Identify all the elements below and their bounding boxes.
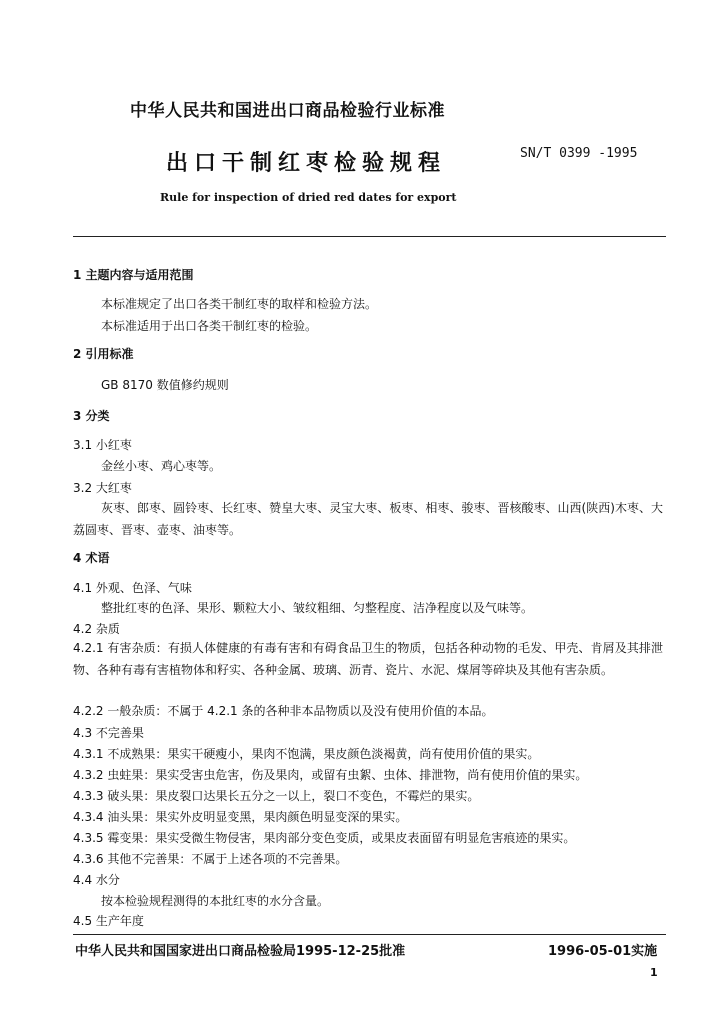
section-4-1-text: 整批红枣的色泽、果形、颗粒大小、皱纹粗细、匀整程度、洁净程度以及气味等。	[101, 601, 534, 615]
page-number: 1	[650, 966, 658, 979]
document-title: 出口干制红枣检验规程	[166, 151, 447, 176]
section-4-2-1: 4.2.1 有害杂质：有损人体健康的有毒有害和有碍食品卫生的物质，包括各种动物的毛发、甲壳、肯屑及其排泄物、各种有毒有害植物体和籽实、各种金属、玻璃、沥青、瓷片、水泥、煤屑等碎块及其他有害杂质。	[73, 641, 663, 677]
section-1-para-1: 本标准规定了出口各类干制红枣的取样和检验方法。	[101, 297, 378, 311]
section-4-3-label: 4.3 不完善果	[73, 726, 144, 740]
section-4-1-label: 4.1 外观、色泽、气味	[73, 581, 192, 595]
section-4-4-label: 4.4 水分	[73, 873, 120, 887]
industry-standard-heading: 中华人民共和国进出口商品检验行业标准	[130, 101, 445, 121]
section-4-3-4: 4.3.4 油头果：果实外皮明显变黑，果肉颜色明显变深的果实。	[73, 810, 408, 824]
section-3-1-label: 3.1 小红枣	[73, 438, 132, 452]
section-1-para-2: 本标准适用于出口各类干制红枣的检验。	[101, 319, 318, 333]
section-3-1-text: 金丝小枣、鸡心枣等。	[101, 459, 222, 473]
approval-line: 中华人民共和国国家进出口商品检验局1995-12-25批准	[75, 944, 406, 959]
section-2-para-1: GB 8170 数值修约规则	[101, 378, 229, 392]
section-4-2-label: 4.2 杂质	[73, 622, 120, 636]
section-3-2-text: 灰枣、郎枣、圆铃枣、长红枣、赞皇大枣、灵宝大枣、板枣、相枣、骏枣、晋核酸枣、山西(陕西)木枣、大荔圆枣、晋枣、壶枣、油枣等。	[73, 501, 663, 537]
section-1-heading: 1 主题内容与适用范围	[73, 268, 194, 282]
header-divider	[73, 236, 666, 237]
section-3-heading: 3 分类	[73, 409, 110, 423]
effective-date: 1996-05-01实施	[548, 944, 658, 959]
document-number: SN/T 0399 -1995	[520, 146, 638, 161]
section-4-3-3: 4.3.3 破头果：果皮裂口达果长五分之一以上，裂口不变色，不霉烂的果实。	[73, 789, 480, 803]
section-4-3-1: 4.3.1 不成熟果：果实干硬瘦小，果肉不饱满，果皮颜色淡褐黄，尚有使用价值的果实。	[73, 747, 540, 761]
section-4-3-5: 4.3.5 霉变果：果实受微生物侵害，果肉部分变色变质，或果皮表面留有明显危害痕迹的果实。	[73, 831, 576, 845]
section-4-4-text: 按本检验规程测得的本批红枣的水分含量。	[101, 894, 330, 908]
section-4-3-2: 4.3.2 虫蛀果：果实受害虫危害，伤及果肉，或留有虫絮、虫体、排泄物，尚有使用价值的果实。	[73, 768, 588, 782]
section-4-5-label: 4.5 生产年度	[73, 914, 144, 928]
footer-divider	[73, 934, 666, 935]
section-2-heading: 2 引用标准	[73, 347, 134, 361]
section-3-2-label: 3.2 大红枣	[73, 481, 132, 495]
section-4-heading: 4 术语	[73, 551, 110, 565]
section-4-2-2: 4.2.2 一般杂质：不属于 4.2.1 条的各种非本品物质以及没有使用价值的本品。	[73, 704, 494, 718]
english-title: Rule for inspection of dried red dates for export	[160, 191, 457, 204]
section-4-3-6: 4.3.6 其他不完善果：不属于上述各项的不完善果。	[73, 852, 348, 866]
